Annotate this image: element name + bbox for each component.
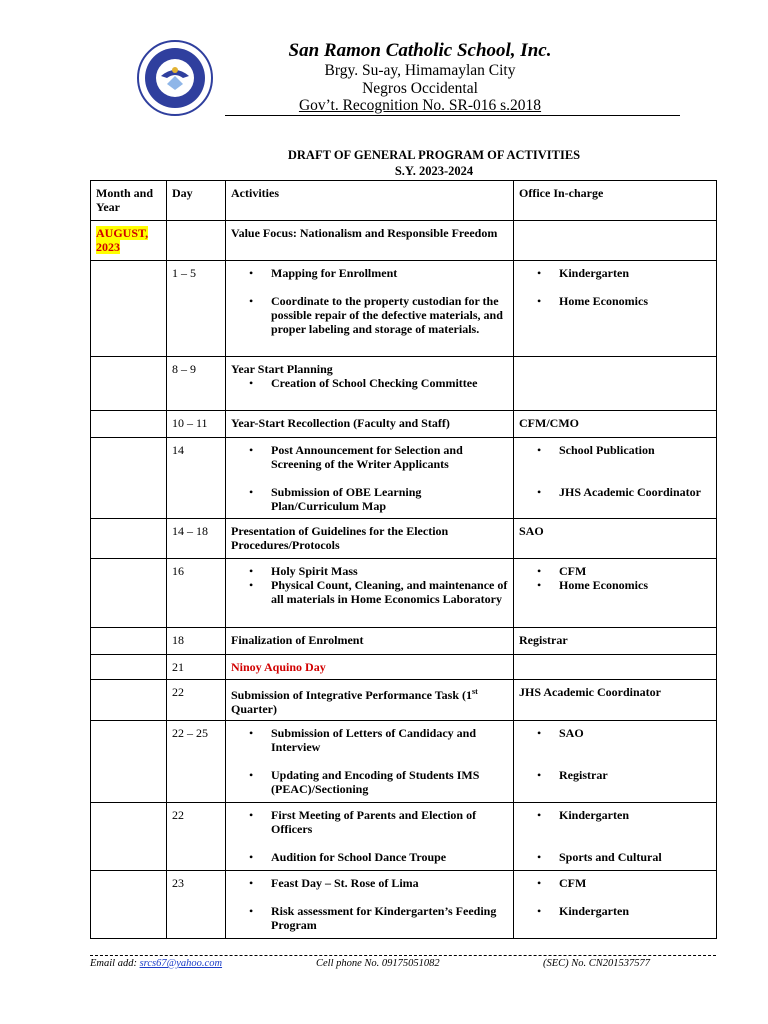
activity-title: Year-Start Recollection (Faculty and Staff) [226, 411, 514, 438]
office-cell: Registrar [514, 628, 717, 655]
list-item: • Kindergarten [559, 808, 711, 822]
activity-title: Finalization of Enrolment [226, 628, 514, 655]
table-row [91, 803, 717, 871]
address-line-1: Brgy. Su-ay, Himamaylan City [324, 62, 516, 79]
day-cell: 22 – 25 [167, 721, 226, 803]
table-row [91, 357, 717, 411]
list-item: • School Publication [559, 443, 711, 457]
day-cell: 21 [167, 655, 226, 680]
list-item: • Registrar [559, 768, 711, 782]
document-title: DRAFT OF GENERAL PROGRAM OF ACTIVITIES [287, 148, 581, 162]
table-row [91, 655, 717, 680]
month-row [91, 221, 717, 261]
day-cell [167, 221, 226, 261]
list-item: • SAO [559, 726, 711, 740]
list-item: • Kindergarten [559, 266, 711, 280]
day-cell: 18 [167, 628, 226, 655]
list-item: • Risk assessment for Kindergarten’s Feeding Program [271, 904, 508, 932]
list-item: • Holy Spirit Mass [271, 564, 508, 578]
list-item: • CFM [559, 876, 711, 890]
list-item: • Creation of School Checking Committee [271, 376, 508, 390]
table-header-row [91, 181, 717, 221]
table-row [91, 628, 717, 655]
office-cell: CFM/CMO [514, 411, 717, 438]
header-day: Day [167, 181, 226, 221]
activity-title: Submission of Integrative Performance Task (1st Quarter) [226, 680, 514, 721]
day-cell: 23 [167, 871, 226, 939]
list-item: • Home Economics [559, 578, 711, 592]
header-activities: Activities [226, 181, 514, 221]
email-link[interactable]: srcs67@yahoo.com [139, 958, 223, 969]
footer-phone: Cell phone No. 09175051082 [316, 958, 440, 969]
list-item: • Submission of OBE Learning Plan/Curriculum Map [271, 485, 508, 513]
list-item: • Updating and Encoding of Students IMS (PEAC)/Sectioning [271, 768, 508, 796]
list-item: • Submission of Letters of Candidacy and Interview [271, 726, 508, 754]
holiday-label: Ninoy Aquino Day [226, 655, 514, 680]
footer-sec-number: (SEC) No. CN201537577 [543, 958, 651, 969]
school-year: S.Y. 2023-2024 [394, 164, 474, 178]
header-month: Month and Year [91, 181, 167, 221]
table-row [91, 559, 717, 628]
table-row [91, 680, 717, 721]
list-item: • JHS Academic Coordinator [559, 485, 711, 499]
office-cell [514, 221, 717, 261]
table-row [91, 721, 717, 803]
table-row [91, 411, 717, 438]
list-item: • Sports and Cultural [559, 850, 711, 864]
address-line-2: Negros Occidental [362, 80, 478, 97]
value-focus: Value Focus: Nationalism and Responsible Freedom [226, 221, 514, 261]
list-item: • Mapping for Enrollment [271, 266, 508, 280]
office-cell: SAO [514, 519, 717, 559]
activity-title: Year Start Planning [231, 362, 333, 376]
footer-divider [90, 955, 716, 956]
day-cell: 22 [167, 680, 226, 721]
header-divider [225, 115, 680, 116]
header-office: Office In-charge [514, 181, 717, 221]
school-name: San Ramon Catholic School, Inc. [288, 40, 552, 61]
list-item: • Audition for School Dance Troupe [271, 850, 508, 864]
list-item: • Physical Count, Cleaning, and maintenance of all materials in Home Economics Laboratory [271, 578, 508, 606]
list-item: • Coordinate to the property custodian for the possible repair of the defective materials, and proper labeling and storage of materials. [271, 294, 508, 336]
table-row [91, 261, 717, 357]
day-cell: 1 – 5 [167, 261, 226, 357]
list-item: • CFM [559, 564, 711, 578]
list-item: • Feast Day – St. Rose of Lima [271, 876, 508, 890]
list-item: • Home Economics [559, 294, 711, 308]
day-cell: 10 – 11 [167, 411, 226, 438]
list-item: • Kindergarten [559, 904, 711, 918]
list-item: • Post Announcement for Selection and Screening of the Writer Applicants [271, 443, 508, 471]
table-row [91, 519, 717, 559]
month-label: AUGUST, 2023 [96, 226, 149, 254]
table-row [91, 871, 717, 939]
day-cell: 14 [167, 438, 226, 519]
table-row [91, 438, 717, 519]
list-item: • First Meeting of Parents and Election of Officers [271, 808, 508, 836]
day-cell: 22 [167, 803, 226, 871]
month-cell [91, 221, 167, 261]
activities-table [90, 180, 717, 939]
footer-email: Email add: srcs67@yahoo.com [90, 958, 223, 969]
activity-title: Presentation of Guidelines for the Election Procedures/Protocols [226, 519, 514, 559]
recognition-number: Gov’t. Recognition No. SR-016 s.2018 [298, 97, 542, 114]
day-cell: 16 [167, 559, 226, 628]
day-cell: 14 – 18 [167, 519, 226, 559]
day-cell: 8 – 9 [167, 357, 226, 411]
office-cell: JHS Academic Coordinator [514, 680, 717, 721]
